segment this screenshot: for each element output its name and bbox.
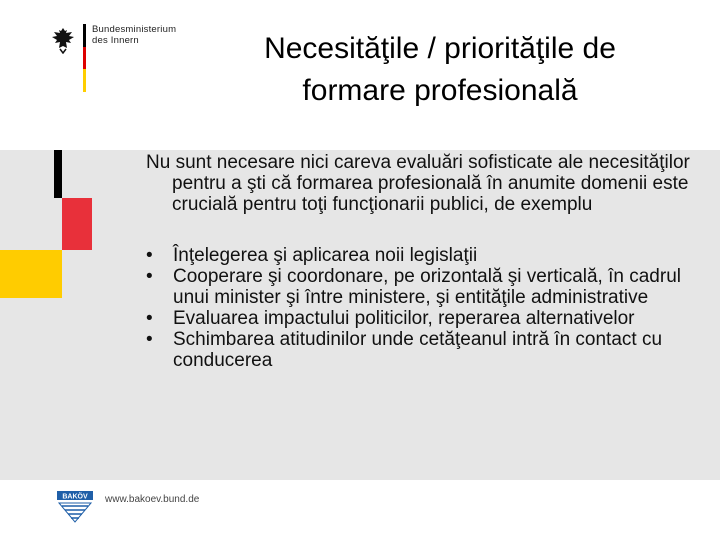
bullet-text: Schimbarea atitudinilor unde cetăţeanul intră în contact cu conducerea (173, 329, 663, 371)
bullet-item (146, 245, 701, 266)
bullet-text: Evaluarea impactului politicilor, reperarea alternativelor (173, 308, 635, 329)
bullet-item (146, 266, 701, 308)
title-line-2: formare profesională (302, 74, 578, 107)
ministry-name (92, 24, 176, 46)
accent-yellow-block (0, 250, 62, 298)
accent-black-bar (54, 150, 62, 198)
slide-body (146, 152, 701, 371)
bullet-text: Înţelegerea şi aplicarea noii legislaţii (173, 245, 478, 266)
slide-footer (0, 480, 720, 540)
ministry-line-2: des Innern (92, 35, 139, 46)
ministry-line-1: Bundesministerium (92, 24, 177, 35)
svg-text:BAKÖV: BAKÖV (62, 493, 88, 501)
bullet-list (146, 245, 701, 371)
federal-eagle-icon (50, 26, 76, 54)
footer-url[interactable]: www.bakoev.bund.de (105, 494, 200, 505)
german-flag-stripe (83, 24, 86, 92)
bakoev-logo (55, 489, 95, 525)
accent-red-block (62, 198, 92, 250)
ministry-logo (50, 22, 190, 92)
bullet-item (146, 329, 701, 371)
title-line-1: Necesităţile / priorităţile de (264, 32, 616, 65)
intro-paragraph: Nu sunt necesare nici careva evaluări sofisticate ale necesităţilor pentru a şti că formarea profesională în anumite domenii este crucială pentru toţi funcţionarii publici, de exemplu (146, 152, 690, 215)
bullet-item (146, 308, 701, 329)
bullet-icon: • (146, 266, 153, 287)
bullet-text: Cooperare şi coordonare, pe orizontală şi verticală, în cadrul unui minister şi între ministere, şi entităţile administrative (173, 266, 681, 308)
bullet-icon: • (146, 329, 153, 350)
slide-title (200, 28, 680, 112)
bullet-icon: • (146, 308, 153, 329)
bullet-icon: • (146, 245, 153, 266)
slide-header (0, 0, 720, 150)
